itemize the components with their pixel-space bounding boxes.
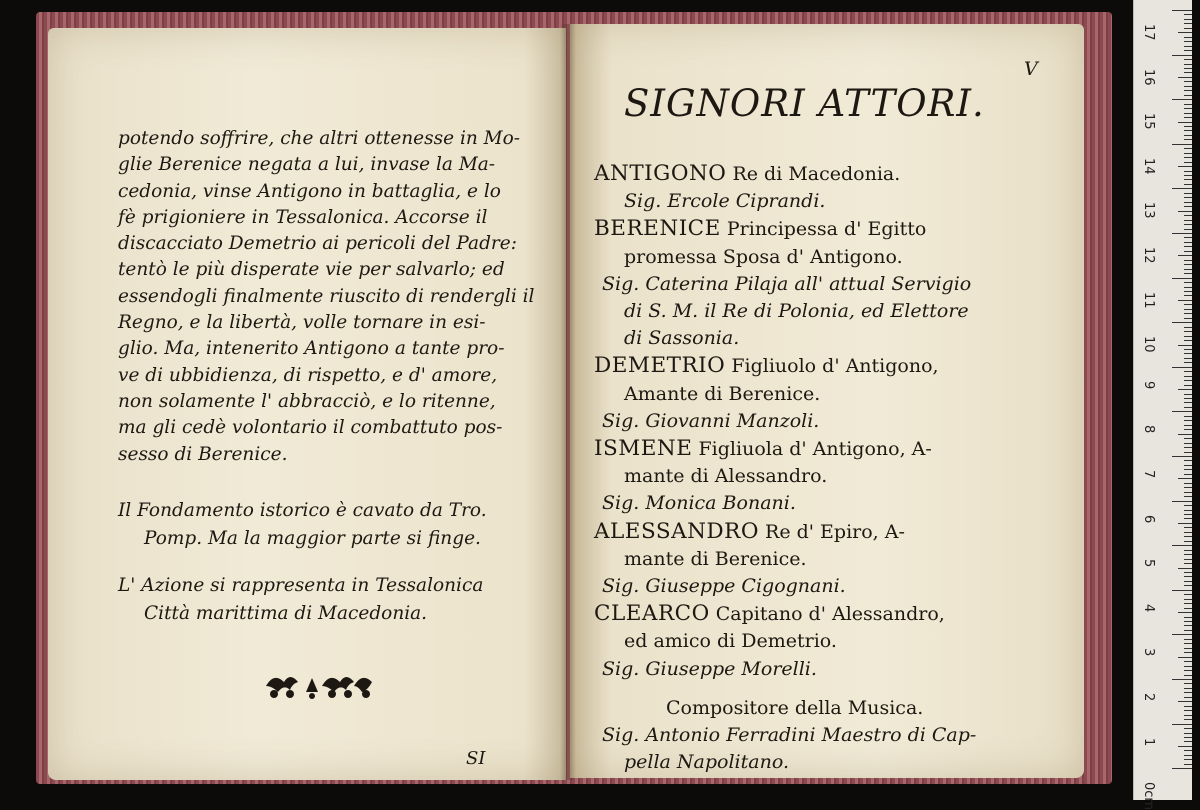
ruler-tick [1184,197,1192,198]
text-line: ma gli cedè volontario il combattuto pos- [118,417,503,439]
ruler-tick [1184,59,1192,60]
ruler-tick [1184,487,1192,488]
text-line: Regno, e la libertà, volle tornare in esi- [118,312,486,334]
ruler-tick [1184,23,1192,24]
historical-basis-note [118,497,487,553]
ruler-tick [1184,126,1192,127]
ruler-tick [1172,501,1192,502]
ruler-label: 0cm [1141,782,1156,810]
text-line: Il Fondamento istorico è cavato da Tro. [118,500,487,521]
ruler-tick [1184,295,1192,296]
ruler-tick [1184,37,1192,38]
ruler-tick [1184,353,1192,354]
left-page-paragraph [118,126,538,468]
ruler-tick [1184,19,1192,20]
ruler-tick [1184,728,1192,729]
ruler-label: 1 [1141,737,1156,746]
ruler-tick [1172,233,1192,234]
ruler-tick [1184,697,1192,698]
cast-entry-clearco: CLEARCO Capitano d' Alessandro, [594,601,945,627]
ruler-tick [1184,661,1192,662]
ruler-tick [1184,139,1192,140]
text-line: cedonia, vinse Antigono in battaglia, e lo [118,180,501,202]
ruler-tick [1172,411,1192,412]
ruler-tick [1184,273,1192,274]
ruler-label: 8 [1141,425,1156,434]
role-desc-line: mante di Alessandro. [624,465,828,488]
ruler-label: 9 [1141,380,1156,390]
ruler-tick [1184,527,1192,528]
ruler-tick [1184,336,1192,337]
ruler-tick [1184,304,1192,305]
ruler-tick [1184,554,1192,555]
actor-line: Sig. Caterina Pilaja all' attual Servigio [602,272,972,295]
ruler-tick [1184,130,1192,131]
ruler-tick [1184,41,1192,42]
ruler-tick [1184,358,1192,359]
ruler-tick [1172,99,1192,100]
text-line: L' Azione si rappresenta in Tessalonica [118,575,484,596]
ruler-tick [1184,496,1192,497]
ruler-tick [1184,242,1192,243]
ruler-tick [1184,719,1192,720]
ruler-tick [1178,211,1192,212]
actor-line: di Sassonia. [624,327,740,350]
ruler-tick [1184,429,1192,430]
ruler-label: 11 [1141,291,1156,309]
ruler-tick [1184,416,1192,417]
ruler-tick [1178,122,1192,123]
composer-heading: Compositore della Musica. [666,696,924,719]
ruler-tick [1184,269,1192,270]
ruler-tick [1184,639,1192,640]
text-line: Città marittima di Macedonia. [144,603,428,624]
text-line: Pomp. Ma la maggior parte si finge. [144,528,481,549]
ruler-tick [1184,576,1192,577]
ruler-tick [1184,469,1192,470]
ruler-tick [1184,135,1192,136]
ruler-tick [1184,563,1192,564]
text-line: discacciato Demetrio ai pericoli del Padre: [118,233,517,255]
ruler-tick [1184,260,1192,261]
ruler-tick [1184,86,1192,87]
ruler-label: 17 [1141,24,1156,41]
ruler-tick [1184,153,1192,154]
ruler-tick [1184,287,1192,288]
ruler-tick [1184,608,1192,609]
ruler-tick [1184,541,1192,542]
ruler-tick [1184,643,1192,644]
fleuron-ornament-icon [262,666,378,702]
ruler-tick [1184,313,1192,314]
ruler-tick [1184,666,1192,667]
ruler-tick [1184,518,1192,519]
cast-list [594,160,1064,776]
ruler-tick [1184,282,1192,283]
actor-line: Sig. Giuseppe Morelli. [602,657,817,680]
ruler-tick [1184,148,1192,149]
ruler-tick [1172,545,1192,546]
ruler-label: 3 [1141,648,1156,657]
ruler-tick [1184,237,1192,238]
text-line: sesso di Berenice. [118,443,288,465]
ruler-label: 14 [1141,157,1156,175]
ruler-tick [1184,318,1192,319]
ruler-tick [1184,536,1192,537]
ruler-tick [1184,741,1192,742]
ruler-tick [1184,184,1192,185]
ruler-tick [1184,572,1192,573]
ruler-tick [1184,630,1192,631]
ruler-tick [1184,670,1192,671]
text-line: glio. Ma, intenerito Antigono a tante pro- [118,338,505,360]
signature-mark: SI [466,748,486,769]
actor-line: Sig. Ercole Ciprandi. [624,190,826,213]
actor-line: di S. M. il Re di Polonia, ed Elettore [624,300,969,323]
ruler-tick [1184,362,1192,363]
ruler-tick [1184,340,1192,341]
ruler-tick [1184,14,1192,15]
ruler-tick [1184,68,1192,69]
ruler-tick [1184,179,1192,180]
ruler-tick [1184,688,1192,689]
text-line: essendogli finalmente riuscito di rendergli il [118,285,535,307]
ruler-tick [1184,706,1192,707]
ruler-tick [1178,32,1192,33]
role-desc-line: mante di Berenice. [624,547,807,570]
ruler-tick [1184,81,1192,82]
ruler-tick [1184,443,1192,444]
ruler-tick [1172,590,1192,591]
ruler-tick [1178,345,1192,346]
ruler-tick [1184,157,1192,158]
text-line: non solamente l' abbracciò, e lo ritenne, [118,390,496,412]
ruler-tick [1184,113,1192,114]
ruler-tick [1172,367,1192,368]
ruler-tick [1184,452,1192,453]
ruler-tick [1184,675,1192,676]
ruler-tick [1184,750,1192,751]
ruler-tick [1172,679,1192,680]
text-line: tentò le più disperate vie per salvarlo; ed [118,259,505,281]
ruler-tick [1184,407,1192,408]
ruler-tick [1184,90,1192,91]
role-desc-line: promessa Sposa d' Antigono. [624,245,903,268]
ruler-tick [1184,759,1192,760]
ruler-tick [1172,278,1192,279]
ruler-tick [1184,162,1192,163]
ruler-tick [1184,104,1192,105]
ruler-tick [1172,768,1192,769]
ruler-label: 4 [1141,603,1156,613]
ruler-tick [1184,376,1192,377]
ruler-tick [1184,737,1192,738]
ruler-tick [1184,64,1192,65]
ruler-tick [1184,380,1192,381]
page-title: SIGNORI ATTORI. [624,82,985,125]
ruler-tick [1184,483,1192,484]
ruler-tick [1184,398,1192,399]
ruler-tick [1178,612,1192,613]
ruler-tick [1184,117,1192,118]
ruler-label: 2 [1141,693,1156,702]
ruler-tick [1184,72,1192,73]
ruler-tick [1178,657,1192,658]
measurement-ruler [1133,0,1192,810]
ruler-tick [1184,220,1192,221]
ruler-tick [1184,599,1192,600]
cast-entry-ismene: ISMENE Figliuola d' Antigono, A- [594,436,932,462]
ruler-tick [1172,322,1192,323]
ruler-tick [1184,175,1192,176]
ruler-tick [1178,166,1192,167]
cast-entry-antigono: ANTIGONO Re di Macedonia. [594,161,901,186]
text-line: potendo soffrire, che altri ottenesse in Mo- [118,128,520,149]
ruler-label: 12 [1141,247,1156,264]
ruler-tick [1184,264,1192,265]
role-desc-line: ed amico di Demetrio. [624,630,837,653]
ruler-tick [1184,438,1192,439]
ruler-label: 7 [1141,470,1156,479]
composer-line: Sig. Antonio Ferradini Maestro di Cap- [602,724,977,747]
ruler-tick [1184,715,1192,716]
ruler-tick [1184,514,1192,515]
ruler-tick [1184,585,1192,586]
ruler-tick [1184,692,1192,693]
ruler-label: 13 [1141,202,1156,219]
ruler-tick [1184,206,1192,207]
ruler-tick [1184,581,1192,582]
ruler-label: 6 [1141,514,1156,523]
ruler-tick [1184,251,1192,252]
ruler-tick [1184,331,1192,332]
ruler-tick [1172,724,1192,725]
ruler-tick [1184,171,1192,172]
ruler-tick [1184,594,1192,595]
ruler-tick [1184,460,1192,461]
ruler-tick [1184,683,1192,684]
ruler-tick [1184,50,1192,51]
ruler-tick [1184,215,1192,216]
text-line: fè prigioniere in Tessalonica. Accorse il [118,206,488,228]
ruler-tick [1172,634,1192,635]
ruler-tick [1184,327,1192,328]
ruler-tick [1178,701,1192,702]
ruler-label: 16 [1141,68,1156,86]
ruler-tick [1184,425,1192,426]
ruler-tick [1172,55,1192,56]
ruler-label: 5 [1141,559,1156,568]
ruler-tick [1184,710,1192,711]
ruler-tick [1184,764,1192,765]
page-number: V [1024,58,1038,80]
ruler-tick [1172,456,1192,457]
ruler-tick [1184,224,1192,225]
ruler-tick [1184,617,1192,618]
actor-line: Sig. Monica Bonani. [602,492,796,515]
ruler-tick [1184,648,1192,649]
ruler-tick [1172,144,1192,145]
ruler-tick [1178,434,1192,435]
ruler-label: 10 [1141,336,1156,353]
ruler-tick [1184,202,1192,203]
book-gutter [560,24,576,780]
ruler-tick [1184,108,1192,109]
ruler-tick [1184,46,1192,47]
ruler-tick [1184,291,1192,292]
ruler-tick [1178,478,1192,479]
ruler-tick [1178,255,1192,256]
text-line: glie Berenice negata a lui, invase la Ma- [118,154,496,176]
ruler-tick [1184,349,1192,350]
ruler-label: 15 [1141,113,1156,130]
text-line: ve di ubbidienza, di rispetto, e d' amore, [118,364,498,386]
ruler-tick [1184,652,1192,653]
ruler-tick [1184,95,1192,96]
ruler-tick [1184,559,1192,560]
cast-entry-alessandro: ALESSANDRO Re d' Epiro, A- [594,518,905,544]
ruler-tick [1184,532,1192,533]
ruler-tick [1184,550,1192,551]
cast-entry-berenice: BERENICE Principessa d' Egitto [594,216,927,242]
ruler-tick [1184,193,1192,194]
ruler-tick [1184,28,1192,29]
ruler-tick [1184,420,1192,421]
ruler-tick [1184,447,1192,448]
ruler-tick [1178,568,1192,569]
ruler-tick [1178,523,1192,524]
ruler-tick [1184,385,1192,386]
ruler-tick [1184,505,1192,506]
actor-line: Sig. Giuseppe Cigognani. [602,575,846,598]
ruler-tick [1184,733,1192,734]
composer-line: pella Napolitano. [624,751,789,774]
ruler-tick [1184,309,1192,310]
ruler-tick [1184,229,1192,230]
cast-entry-demetrio: DEMETRIO Figliuolo d' Antigono, [594,353,939,379]
ruler-tick [1184,492,1192,493]
ruler-tick [1184,394,1192,395]
ruler-tick [1184,402,1192,403]
ruler-tick [1184,510,1192,511]
ruler-tick [1172,10,1192,11]
ruler-tick [1184,474,1192,475]
ruler-tick [1184,465,1192,466]
setting-note [118,572,483,628]
ruler-tick [1178,77,1192,78]
ruler-tick [1184,625,1192,626]
ruler-tick [1178,300,1192,301]
ruler-tick [1184,603,1192,604]
ruler-tick [1178,746,1192,747]
role-desc-line: Amante di Berenice. [624,382,821,405]
ruler-tick [1184,246,1192,247]
actor-line: Sig. Giovanni Manzoli. [602,409,820,432]
ruler-tick [1184,755,1192,756]
ruler-tick [1178,389,1192,390]
ruler-tick [1184,621,1192,622]
ruler-tick [1172,188,1192,189]
ruler-tick [1184,371,1192,372]
